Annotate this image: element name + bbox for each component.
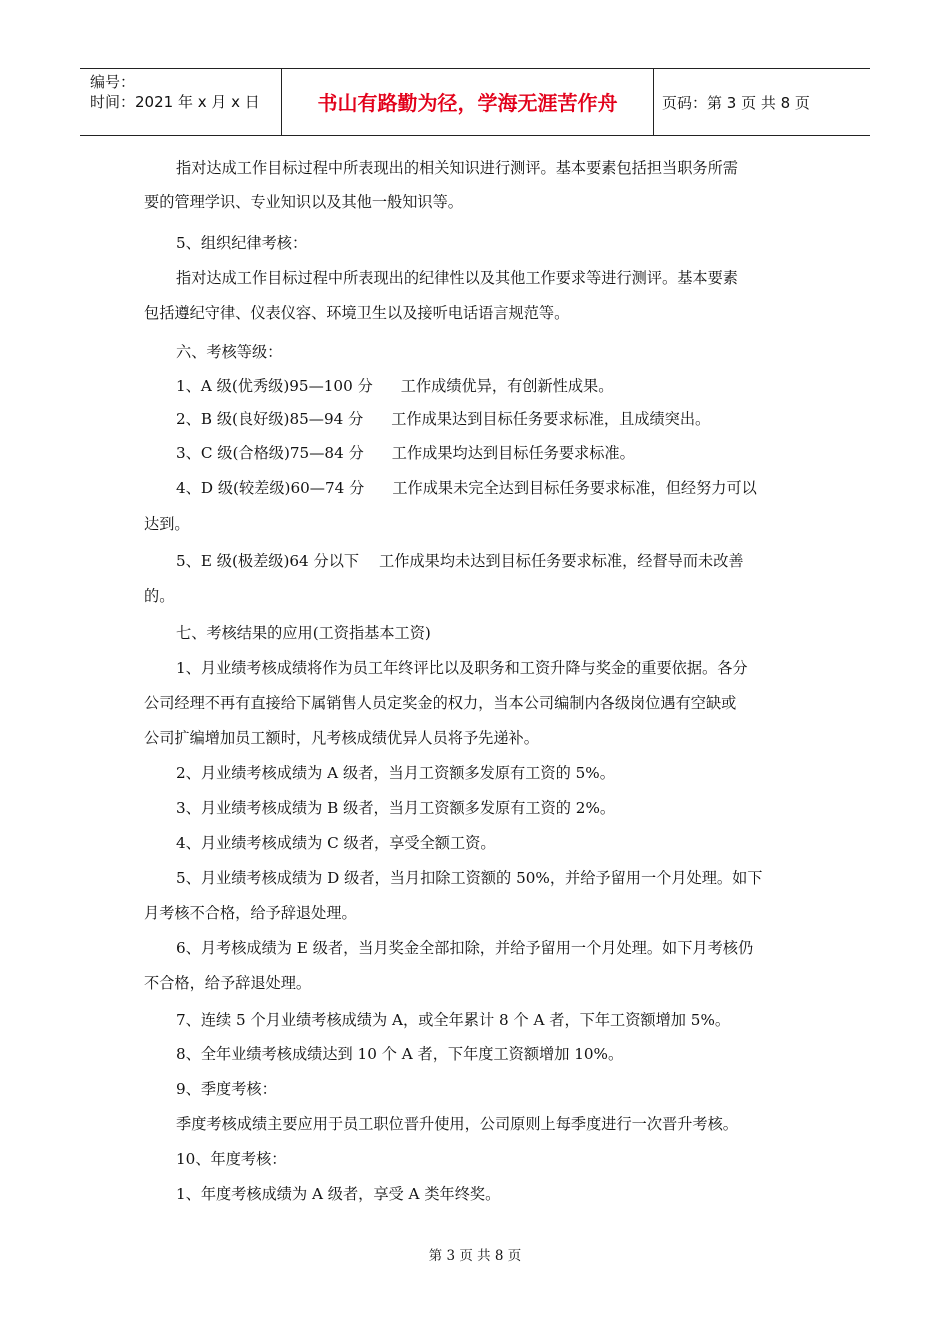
header-left-cell: [80, 69, 282, 135]
paragraph-line: 包括遵纪守律、仪表仪容、环境卫生以及接听电话语言规范等。: [144, 304, 570, 322]
paragraph-line: 7、连续 5 个月业绩考核成绩为 A，或全年累计 8 个 A 者，下年工资额增加 5%。: [176, 1011, 731, 1029]
grade-row-e: [176, 551, 744, 571]
header-page-label: 页码：第 3 页 共 8 页: [662, 94, 810, 112]
paragraph-line: 达到。: [144, 515, 190, 533]
paragraph-line: 月考核不合格，给予辞退处理。: [144, 904, 357, 922]
paragraph-line: 1、月业绩考核成绩将作为员工年终评比以及职务和工资升降与奖金的重要依据。各分: [176, 659, 748, 677]
grade-row-a: [176, 376, 613, 396]
grade-range: 4、D 级(较差级)60—74 分: [176, 479, 365, 497]
header-table: [80, 68, 870, 136]
header-motto: 书山有路勤为径，学海无涯苦作舟: [317, 91, 618, 115]
grade-range: 5、E 级(极差级)64 分以下: [176, 552, 360, 570]
paragraph-line: 公司经理不再有直接给下属销售人员定奖金的权力，当本公司编制内各级岗位遇有空缺或: [144, 694, 737, 712]
grade-range: 3、C 级(合格级)75—84 分: [176, 444, 364, 462]
header-right-cell: [654, 69, 870, 135]
paragraph-line: 3、月业绩考核成绩为 B 级者，当月工资额多发原有工资的 2%。: [176, 799, 616, 817]
grade-description: 工作成果达到目标任务要求标准，且成绩突出。: [391, 410, 711, 428]
paragraph-line: 8、全年业绩考核成绩达到 10 个 A 者，下年度工资额增加 10%。: [176, 1045, 624, 1063]
grade-range: 2、B 级(良好级)85—94 分: [176, 410, 364, 428]
page-footer: 第 3 页 共 8 页: [428, 1248, 522, 1264]
paragraph-line: 5、月业绩考核成绩为 D 级者，当月扣除工资额的 50%，并给予留用一个月处理。如下: [176, 869, 763, 887]
paragraph-line: 季度考核成绩主要应用于员工职位晋升使用，公司原则上每季度进行一次晋升考核。: [176, 1115, 738, 1133]
grade-row-d: [176, 478, 757, 498]
grade-row-b: [176, 409, 710, 429]
section-heading: 10、年度考核：: [176, 1150, 287, 1168]
paragraph-line: 2、月业绩考核成绩为 A 级者，当月工资额多发原有工资的 5%。: [176, 764, 615, 782]
grade-description: 工作成果均达到目标任务要求标准。: [391, 444, 635, 462]
paragraph-line: 的。: [144, 587, 175, 605]
grade-description: 工作成绩优异，有创新性成果。: [400, 377, 614, 395]
paragraph-line: 指对达成工作目标过程中所表现出的相关知识进行测评。基本要素包括担当职务所需: [176, 159, 738, 177]
paragraph-line: 公司扩编增加员工额时，凡考核成绩优异人员将予先递补。: [144, 729, 539, 747]
grade-description: 工作成果未完全达到目标任务要求标准，但经努力可以: [392, 479, 757, 497]
grade-row-c: [176, 443, 635, 463]
document-date-label: 时间：2021 年 x 月 x 日: [90, 93, 260, 111]
section-heading: 六、考核等级：: [176, 343, 283, 361]
section-heading: 5、组织纪律考核：: [176, 234, 308, 252]
paragraph-line: 6、月考核成绩为 E 级者，当月奖金全部扣除，并给予留用一个月处理。如下月考核仍: [176, 939, 754, 957]
paragraph-line: 指对达成工作目标过程中所表现出的纪律性以及其他工作要求等进行测评。基本要素: [176, 269, 738, 287]
header-center-cell: [282, 69, 654, 135]
paragraph-line: 4、月业绩考核成绩为 C 级者，享受全额工资。: [176, 834, 496, 852]
paragraph-line: 要的管理学识、专业知识以及其他一般知识等。: [144, 193, 463, 211]
paragraph-line: 不合格，给予辞退处理。: [144, 974, 312, 992]
grade-range: 1、A 级(优秀级)95—100 分: [176, 377, 373, 395]
paragraph-line: 1、年度考核成绩为 A 级者，享受 A 类年终奖。: [176, 1185, 501, 1203]
section-heading: 七、考核结果的应用(工资指基本工资): [176, 624, 431, 642]
grade-description: 工作成果均未达到目标任务要求标准，经督导而未改善: [379, 552, 744, 570]
section-heading: 9、季度考核：: [176, 1080, 277, 1098]
document-number-label: 编号：: [90, 73, 136, 91]
